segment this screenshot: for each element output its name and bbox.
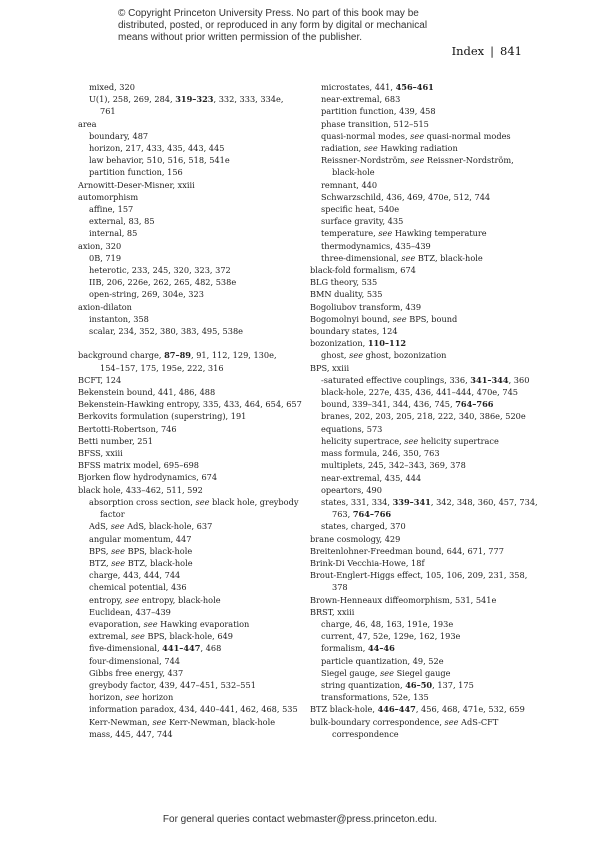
entry-text: brane cosmology, 429 [310, 533, 401, 544]
entry-text: affine, 157 [89, 204, 134, 215]
entry-text: bulk-boundary correspondence, [310, 716, 445, 727]
entry-text: Berkovits formulation (superstring), 191 [78, 411, 247, 422]
entry-text: partition function, 156 [89, 167, 183, 178]
entry-text: Bertotti-Robertson, 746 [78, 423, 177, 434]
index-entry [78, 459, 313, 471]
index-entry [310, 325, 545, 337]
index-entry [310, 545, 545, 557]
index-entry [78, 447, 313, 459]
entry-text: BTZ black-hole, [310, 704, 378, 715]
entry-text: black-hole [332, 167, 375, 178]
see-reference: see [444, 716, 459, 727]
see-reference: see [195, 496, 210, 507]
entry-text: entropy, black-hole [139, 594, 221, 605]
entry-text: entropy, [89, 594, 126, 605]
entry-text: Arnowitt-Deser-Misner, xxiii [78, 179, 195, 190]
index-entry [78, 105, 313, 117]
entry-text: near-extremal, 683 [321, 94, 401, 105]
index-entry [310, 703, 545, 715]
entry-text: radiation, [321, 143, 364, 154]
see-reference: see [111, 557, 126, 568]
index-entry [78, 166, 313, 178]
entry-text: , 342, 348, 360, 457, 734, [430, 496, 538, 507]
index-entry [78, 557, 313, 569]
entry-text: horizon, 217, 433, 435, 443, 445 [89, 143, 225, 154]
index-entry [78, 215, 313, 227]
index-entry [310, 484, 545, 496]
entry-text: BTZ, black-hole [125, 557, 193, 568]
entry-text: Hawking evaporation [157, 618, 250, 629]
see-reference: see [363, 143, 378, 154]
entry-text: automorphism [78, 191, 139, 202]
see-reference: see [410, 155, 425, 166]
entry-text: axion, 320 [78, 240, 122, 251]
index-entry [310, 362, 545, 374]
entry-text: AdS, [89, 521, 111, 532]
index-entry [78, 349, 313, 361]
index-entry [310, 215, 545, 227]
index-column-left [78, 81, 313, 740]
entry-text: BPS, bound [406, 313, 458, 324]
index-entry [78, 288, 313, 300]
index-entry [78, 410, 313, 422]
page-number: 841 [500, 44, 522, 58]
see-reference: see [111, 545, 125, 556]
index-entry [78, 581, 313, 593]
entry-text: black hole, 433–462, 511, 592 [78, 484, 203, 495]
entry-text: Hawking temperature [392, 228, 487, 239]
entry-text: particle quantization, 49, 52e [321, 655, 444, 666]
entry-text: Kerr-Newman, black-hole [166, 716, 276, 727]
entry-text: AdS-CFT [458, 716, 499, 727]
index-entry [78, 374, 313, 386]
index-entry [310, 533, 545, 545]
entry-text: Bjorken flow hydrodynamics, 674 [78, 472, 218, 483]
entry-text: Reissner-Nordström, [321, 155, 411, 166]
index-entry [310, 410, 545, 422]
entry-text: formalism, [321, 643, 368, 654]
entry-text: branes, 202, 203, 205, 218, 222, 340, 386e, 520e [321, 411, 526, 422]
entry-text: Siegel gauge, [321, 667, 381, 678]
entry-text: current, 47, 52e, 129e, 162, 193e [321, 631, 461, 642]
entry-text: boundary states, 124 [310, 326, 398, 337]
index-entry [310, 423, 545, 435]
entry-text: Gibbs free energy, 437 [89, 667, 184, 678]
entry-text: black hole, greybody [209, 496, 299, 507]
index-entry [78, 179, 313, 191]
bold-page-ref: 110–112 [367, 338, 407, 349]
bold-page-ref: 341–344 [470, 374, 509, 385]
entry-text: Bogomolnyi bound, [310, 313, 393, 324]
index-entry [310, 288, 545, 300]
see-reference: see [401, 252, 416, 263]
index-entry [78, 264, 313, 276]
entry-text: transformations, 52e, 135 [321, 692, 429, 703]
index-entry [78, 728, 313, 740]
entry-text: BRST, xxiii [310, 606, 355, 617]
index-entry [310, 374, 545, 386]
entry-text: axion-dilaton [78, 301, 132, 312]
entry-text: horizon, [89, 692, 126, 703]
entry-text: Euclidean, 437–439 [89, 606, 171, 617]
entry-text: Breitenlohner-Freedman bound, 644, 671, 777 [310, 545, 504, 556]
index-entry [78, 398, 313, 410]
index-entry [78, 362, 313, 374]
index-entry [310, 630, 545, 642]
entry-text: -saturated effective couplings, 336, [321, 374, 471, 385]
entry-text: , 91, 112, 129, 130e, [190, 350, 277, 361]
index-entry [78, 484, 313, 496]
index-entry [310, 459, 545, 471]
index-entry [310, 667, 545, 679]
entry-text: mass formula, 246, 350, 763 [321, 448, 440, 459]
entry-text: three-dimensional, [321, 252, 402, 263]
index-entry [310, 240, 545, 252]
entry-text: Brown-Henneaux diffeomorphism, 531, 541e [310, 594, 497, 605]
entry-text: , 456, 468, 471e, 532, 659 [415, 704, 525, 715]
index-column-right [310, 81, 545, 740]
entry-text: , 137, 175 [432, 679, 474, 690]
index-entry [78, 642, 313, 654]
index-entry [310, 691, 545, 703]
entry-text: four-dimensional, 744 [89, 655, 181, 666]
entry-text: instanton, 358 [89, 313, 149, 324]
index-entry [78, 252, 313, 264]
index-entry [310, 130, 545, 142]
entry-text: absorption cross section, [89, 496, 196, 507]
entry-text: Brink-Di Vecchia-Howe, 18f [310, 557, 425, 568]
entry-text: BFSS, xxiii [78, 448, 123, 459]
index-entry [78, 508, 313, 520]
index-entry [310, 716, 545, 728]
index-entry [78, 240, 313, 252]
entry-text: surface gravity, 435 [321, 216, 404, 227]
entry-text: microstates, 441, [321, 82, 396, 92]
entry-text: black-hole, 227e, 435, 436, 441–444, 470e, 745 [321, 387, 518, 398]
index-entry [310, 618, 545, 630]
entry-text: near-extremal, 435, 444 [321, 472, 422, 483]
index-entry [78, 471, 313, 483]
see-reference: see [349, 350, 364, 361]
index-entry [310, 594, 545, 606]
index-entry [310, 93, 545, 105]
entry-text: BPS, black-hole [124, 545, 193, 556]
index-entry [310, 142, 545, 154]
entry-text: evaporation, [89, 618, 144, 629]
entry-text: BPS, black-hole, 649 [144, 631, 233, 642]
entry-text: string quantization, [321, 679, 406, 690]
see-reference: see [380, 667, 394, 678]
index-entry [78, 533, 313, 545]
entry-text: background charge, [78, 350, 165, 361]
index-entry [310, 435, 545, 447]
index-entry [310, 227, 545, 239]
see-reference: see [143, 618, 158, 629]
entry-text: correspondence [332, 728, 399, 739]
entry-text: 154–157, 175, 195e, 222, 316 [100, 362, 224, 373]
running-header [452, 44, 522, 58]
entry-text: bozonization, [310, 338, 368, 349]
index-entry [310, 386, 545, 398]
index-entry [310, 191, 545, 203]
index-entry [310, 581, 545, 593]
see-reference: see [378, 228, 393, 239]
footer-contact: For general queries contact webmaster@press.princeton.edu. [162, 814, 438, 825]
entry-text: helicity supertrace, [321, 435, 405, 446]
entry-text: Reissner-Nordström, [424, 155, 514, 166]
entry-text: Kerr-Newman, [89, 716, 153, 727]
index-entry [78, 716, 313, 728]
index-entry [78, 569, 313, 581]
index-entry [78, 423, 313, 435]
entry-text: Brout-Englert-Higgs effect, 105, 106, 209, 231, 358, [310, 570, 528, 581]
entry-text: AdS, black-hole, 637 [124, 521, 213, 532]
index-entry [310, 655, 545, 667]
entry-text: ghost, [321, 350, 350, 361]
bold-page-ref: 46–50 [405, 679, 433, 690]
entry-text: external, 83, 85 [89, 216, 155, 227]
index-entry [310, 264, 545, 276]
entry-text: states, charged, 370 [321, 521, 406, 532]
entry-text: scalar, 234, 352, 380, 383, 495, 538e [89, 326, 244, 337]
index-entry [310, 508, 545, 520]
entry-text: BFSS matrix model, 695–698 [78, 460, 200, 471]
entry-text: greybody factor, 439, 447–451, 532–551 [89, 679, 256, 690]
index-entry [78, 545, 313, 557]
entry-text: helicity supertrace [418, 435, 499, 446]
entry-text: chemical potential, 436 [89, 582, 187, 593]
index-entry [78, 630, 313, 642]
entry-text: BMN duality, 535 [310, 289, 383, 300]
entry-text: open-string, 269, 304e, 323 [89, 289, 204, 300]
index-entry [310, 606, 545, 618]
index-entry [310, 301, 545, 313]
index-entry [78, 325, 313, 337]
index-entry [310, 496, 545, 508]
entry-text: extremal, [89, 631, 131, 642]
index-entry [78, 691, 313, 703]
index-entry [78, 520, 313, 532]
index-entry [310, 166, 545, 178]
index-entry [78, 203, 313, 215]
index-entry [310, 679, 545, 691]
entry-text: law behavior, 510, 516, 518, 541e [89, 155, 230, 166]
entry-text: horizon [139, 692, 174, 703]
index-entry [78, 313, 313, 325]
entry-text: opeartors, 490 [321, 484, 382, 495]
index-entry [310, 642, 545, 654]
entry-text: mass, 445, 447, 744 [89, 728, 173, 739]
bold-page-ref: 764–766 [455, 399, 494, 410]
index-entry [310, 313, 545, 325]
index-entry [78, 142, 313, 154]
index-entry [78, 667, 313, 679]
index-entry [78, 130, 313, 142]
entry-text: 0B, 719 [89, 252, 122, 263]
see-reference: see [410, 130, 425, 141]
index-entry [310, 203, 545, 215]
see-reference: see [110, 521, 125, 532]
entry-text: BCFT, 124 [78, 374, 122, 385]
entry-text: equations, 573 [321, 423, 383, 434]
index-entry [78, 81, 313, 93]
bold-page-ref: 764–766 [352, 509, 392, 520]
see-reference: see [404, 435, 419, 446]
index-entry [78, 655, 313, 667]
entry-text: Schwarzschild, 436, 469, 470e, 512, 744 [321, 191, 491, 202]
entry-text: temperature, [321, 228, 379, 239]
entry-text: boundary, 487 [89, 130, 149, 141]
index-entry [78, 679, 313, 691]
entry-text: 378 [332, 582, 348, 593]
entry-text: quasi-normal modes, [321, 130, 411, 141]
index-entry [310, 569, 545, 581]
index-entry [310, 105, 545, 117]
entry-text: thermodynamics, 435–439 [321, 240, 431, 251]
bold-page-ref: 441–447 [162, 643, 201, 654]
index-entry [310, 154, 545, 166]
index-entry [78, 703, 313, 715]
index-entry [78, 118, 313, 130]
index-entry [78, 276, 313, 288]
entry-text: , 332, 333, 334e, [213, 94, 284, 105]
entry-text: partition function, 439, 458 [321, 106, 436, 117]
entry-text: BPS, [89, 545, 112, 556]
entry-text: remnant, 440 [321, 179, 378, 190]
entry-text: BPS, xxiii [310, 362, 350, 373]
index-entry [310, 398, 545, 410]
entry-text: Bekenstein-Hawking entropy, 335, 433, 464, 654, 657 [78, 399, 302, 410]
index-entry [78, 93, 313, 105]
entry-text: internal, 85 [89, 228, 138, 239]
entry-text: BLG theory, 535 [310, 277, 378, 288]
entry-text: charge, 443, 444, 744 [89, 570, 181, 581]
entry-text: information paradox, 434, 440–441, 462, 468, 535 [89, 704, 298, 715]
entry-text: specific heat, 540e [321, 204, 400, 215]
index-entry [310, 472, 545, 484]
index-entry [78, 227, 313, 239]
index-entry [78, 435, 313, 447]
index-entry [310, 252, 545, 264]
entry-text: U(1), 258, 269, 284, [89, 94, 176, 105]
entry-text: black-fold formalism, 674 [310, 265, 416, 276]
entry-text: angular momentum, 447 [89, 533, 192, 544]
see-reference: see [125, 594, 140, 605]
index-entry [310, 276, 545, 288]
entry-text: phase transition, 512–515 [321, 118, 429, 129]
entry-text: Siegel gauge [393, 667, 451, 678]
entry-text: bound, 339–341, 344, 436, 745, [321, 399, 456, 410]
entry-text: factor [100, 509, 125, 520]
index-entry [310, 728, 545, 740]
entry-text: charge, 46, 48, 163, 191e, 193e [321, 618, 454, 629]
index-entry [78, 386, 313, 398]
index-entry [78, 496, 313, 508]
entry-text: mixed, 320 [89, 82, 135, 92]
entry-text: heterotic, 233, 245, 320, 323, 372 [89, 265, 231, 276]
index-entry [310, 118, 545, 130]
entry-text: 763, [332, 509, 353, 520]
entry-text: Hawking radiation [377, 143, 458, 154]
bold-page-ref: 44–46 [367, 643, 395, 654]
entry-text: IIB, 206, 226e, 262, 265, 482, 538e [89, 277, 237, 288]
entry-text: multiplets, 245, 342–343, 369, 378 [321, 460, 466, 471]
see-reference: see [130, 631, 145, 642]
entry-text: Bogoliubov transform, 439 [310, 301, 422, 312]
header-separator: | [490, 44, 495, 58]
index-entry [310, 520, 545, 532]
entry-text: , 468 [200, 643, 222, 654]
entry-text: five-dimensional, [89, 643, 163, 654]
index-entry [78, 191, 313, 203]
entry-text: states, 331, 334, [321, 496, 393, 507]
index-entry [78, 618, 313, 630]
entry-text: BTZ, black-hole [415, 252, 483, 263]
entry-text: 761 [100, 106, 116, 117]
index-entry [310, 337, 545, 349]
see-reference: see [392, 313, 407, 324]
see-reference: see [152, 716, 167, 727]
index-entry [78, 301, 313, 313]
bold-page-ref: 446–447 [377, 704, 416, 715]
index-entry [310, 349, 545, 361]
index-entry [78, 154, 313, 166]
bold-page-ref: 456–461 [395, 82, 434, 92]
index-entry [78, 606, 313, 618]
entry-text: Bekenstein bound, 441, 486, 488 [78, 387, 216, 398]
index-entry [310, 179, 545, 191]
entry-text: quasi-normal modes [424, 130, 511, 141]
entry-text: Betti number, 251 [78, 435, 153, 446]
index-entry [310, 81, 545, 93]
entry-text: , 360 [508, 374, 530, 385]
index-entry [310, 557, 545, 569]
index-entry [310, 447, 545, 459]
bold-page-ref: 87–89 [164, 350, 191, 361]
copyright-notice: © Copyright Princeton University Press. No part of this book may be distributed, posted, or reproduced in any form by digital or mechanical means without prior written permission of the publisher. [118, 8, 428, 43]
bold-page-ref: 319–323 [175, 94, 214, 105]
see-reference: see [125, 692, 140, 703]
entry-text: area [78, 118, 97, 129]
entry-text: ghost, bozonization [363, 350, 447, 361]
entry-text: BTZ, [89, 557, 112, 568]
bold-page-ref: 339–341 [392, 496, 431, 507]
section-title: Index [451, 44, 485, 58]
index-entry [78, 594, 313, 606]
